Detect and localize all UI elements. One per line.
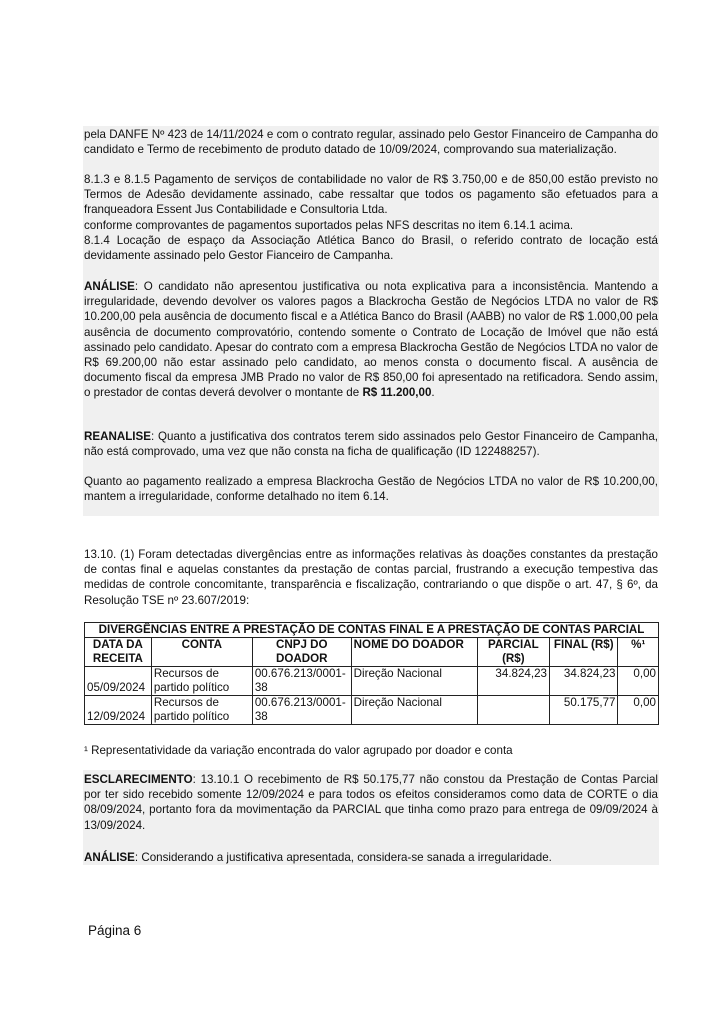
paragraph-comprovantes: conforme comprovantes de pagamentos suportados pelas NFS descritas no item 6.14.1 acima. (84, 219, 574, 232)
analise-text: : O candidato não apresentou justificativa ou nota explicativa para a inconsistência. Mantendo a irregularidade, devendo devolver os valores pagos a Blackrocha Gestão de Negócios LTDA no valor de R$ 10.200,00 pela ausência de documento fiscal e a Atlética Banco do Brasil (AABB) no valor de R$ 1.000,00 pela ausência de documento comprovatório, contendo somente o Contrato de Locação de Imóvel que não está assinado pelo candidato. Apesar do contrato com a empresa Blackrocha Gestão de Negócios LTDA no valor de R$ 69.200,00 não estar assinado pelo candidato, ao menos consta o documento fiscal. A ausência de documento fiscal da empresa JMB Prado no valor de R$ 850,00 foi apresentado na retificadora. Sendo assim, o prestador de contas deverá devolver o montante de (84, 280, 658, 400)
paragraph-13-10: 13.10. (1) Foram detectadas divergências entre as informações relativas às doações constantes da prestação de contas final e aquelas constantes da prestação de contas parcial, frustrando a execução tempestiva das medidas de controle concomitante, transparência e fiscalização, contrariando o que dispõe o art. 47, § 6º, da Resolução TSE nº 23.607/2019: (84, 548, 658, 607)
table-row (85, 696, 659, 725)
cell-parcial: 34.824,23 (477, 667, 549, 696)
analise-end: . (431, 386, 435, 400)
table-title: DIVERGÊNCIAS ENTRE A PRESTAÇÃO DE CONTAS FINAL E A PRESTAÇÃO DE CONTAS PARCIAL (85, 623, 659, 638)
cell-nome: Direção Nacional (351, 667, 477, 696)
cell-pct: 0,00 (618, 667, 659, 696)
header-data: DATA DA RECEITA (85, 638, 152, 667)
cell-final: 34.824,23 (550, 667, 618, 696)
header-pct: %¹ (618, 638, 659, 667)
header-cnpj: CNPJ DO DOADOR (252, 638, 351, 667)
esclarecimento-label: ESCLARECIMENTO (84, 773, 193, 786)
cell-conta: Recursos de partido político (151, 696, 252, 725)
reanalise-text: : Quanto a justificativa dos contratos terem sido assinados pelo Gestor Financeiro de Campanha, não está comprovado, uma vez que não consta na ficha de qualificação (ID 122488257). (84, 430, 658, 459)
cell-cnpj: 00.676.213/0001-38 (252, 696, 351, 725)
table-row (85, 667, 659, 696)
esclarecimento-text: : 13.10.1 O recebimento de R$ 50.175,77 não constou da Prestação de Contas Parcial por ter sido recebido somente 12/09/2024 e para todos os efeitos consideramos como data de CORTE o dia 08/09/2024, portanto fora da movimentação da PARCIAL que tinha como prazo para entrega de 09/09/2024 à 13/09/2024. (84, 773, 658, 832)
header-final: FINAL (R$) (550, 638, 618, 667)
divergence-table (84, 622, 659, 725)
cell-data: 12/09/2024 (85, 696, 152, 725)
analise-amount: R$ 11.200,00 (362, 386, 432, 400)
paragraph-danfe: pela DANFE Nº 423 de 14/11/2024 e com o contrato regular, assinado pelo Gestor Financeiro de Campanha do candidato e Termo de recebimento de produto datado de 10/09/2024, comprovando sua materialização. (84, 128, 658, 157)
cell-cnpj: 00.676.213/0001-38 (252, 667, 351, 696)
paragraph-analise-1 (84, 279, 658, 401)
cell-parcial (477, 696, 549, 725)
analise-text-2: : Considerando a justificativa apresentada, considera-se sanada a irregularidade. (134, 851, 552, 864)
analise-label: ANÁLISE (84, 280, 135, 293)
header-nome: NOME DO DOADOR (351, 638, 477, 667)
table-footnote: ¹ Representatividade da variação encontrada do valor agrupado por doador e conta (84, 744, 513, 757)
paragraph-reanalise (84, 429, 658, 459)
paragraph-8-1-3: 8.1.3 e 8.1.5 Pagamento de serviços de contabilidade no valor de R$ 3.750,00 e de 850,00 estão previsto no Termos de Adesão devidamente assinado, cabe ressaltar que todos os pagamento são efetuados para a franqueadora Essent Jus Contabilidade e Consultoria Ltda. (84, 173, 658, 217)
paragraph-8-1-4: 8.1.4 Locação de espaço da Associação Atlética Banco do Brasil, o referido contrato de locação está devidamente assinado pelo Gestor Fianceiro de Campanha. (84, 234, 658, 263)
analise-label-2: ANÁLISE (84, 851, 135, 864)
cell-data: 05/09/2024 (85, 667, 152, 696)
page-number: Página 6 (88, 923, 142, 938)
cell-nome: Direção Nacional (351, 696, 477, 725)
header-parcial: PARCIAL (R$) (477, 638, 549, 667)
cell-pct: 0,00 (618, 696, 659, 725)
header-conta: CONTA (151, 638, 252, 667)
paragraph-reanalise-2: Quanto ao pagamento realizado a empresa Blackrocha Gestão de Negócios LTDA no valor de R$ 10.200,00, mantem a irregularidade, conforme detalhado no item 6.14. (84, 475, 658, 504)
reanalise-label: REANALISE (84, 430, 151, 443)
cell-final: 50.175,77 (550, 696, 618, 725)
paragraph-analise-2 (84, 850, 658, 865)
cell-conta: Recursos de partido político (151, 667, 252, 696)
paragraph-esclarecimento (84, 772, 658, 833)
table-header-row (85, 638, 659, 667)
